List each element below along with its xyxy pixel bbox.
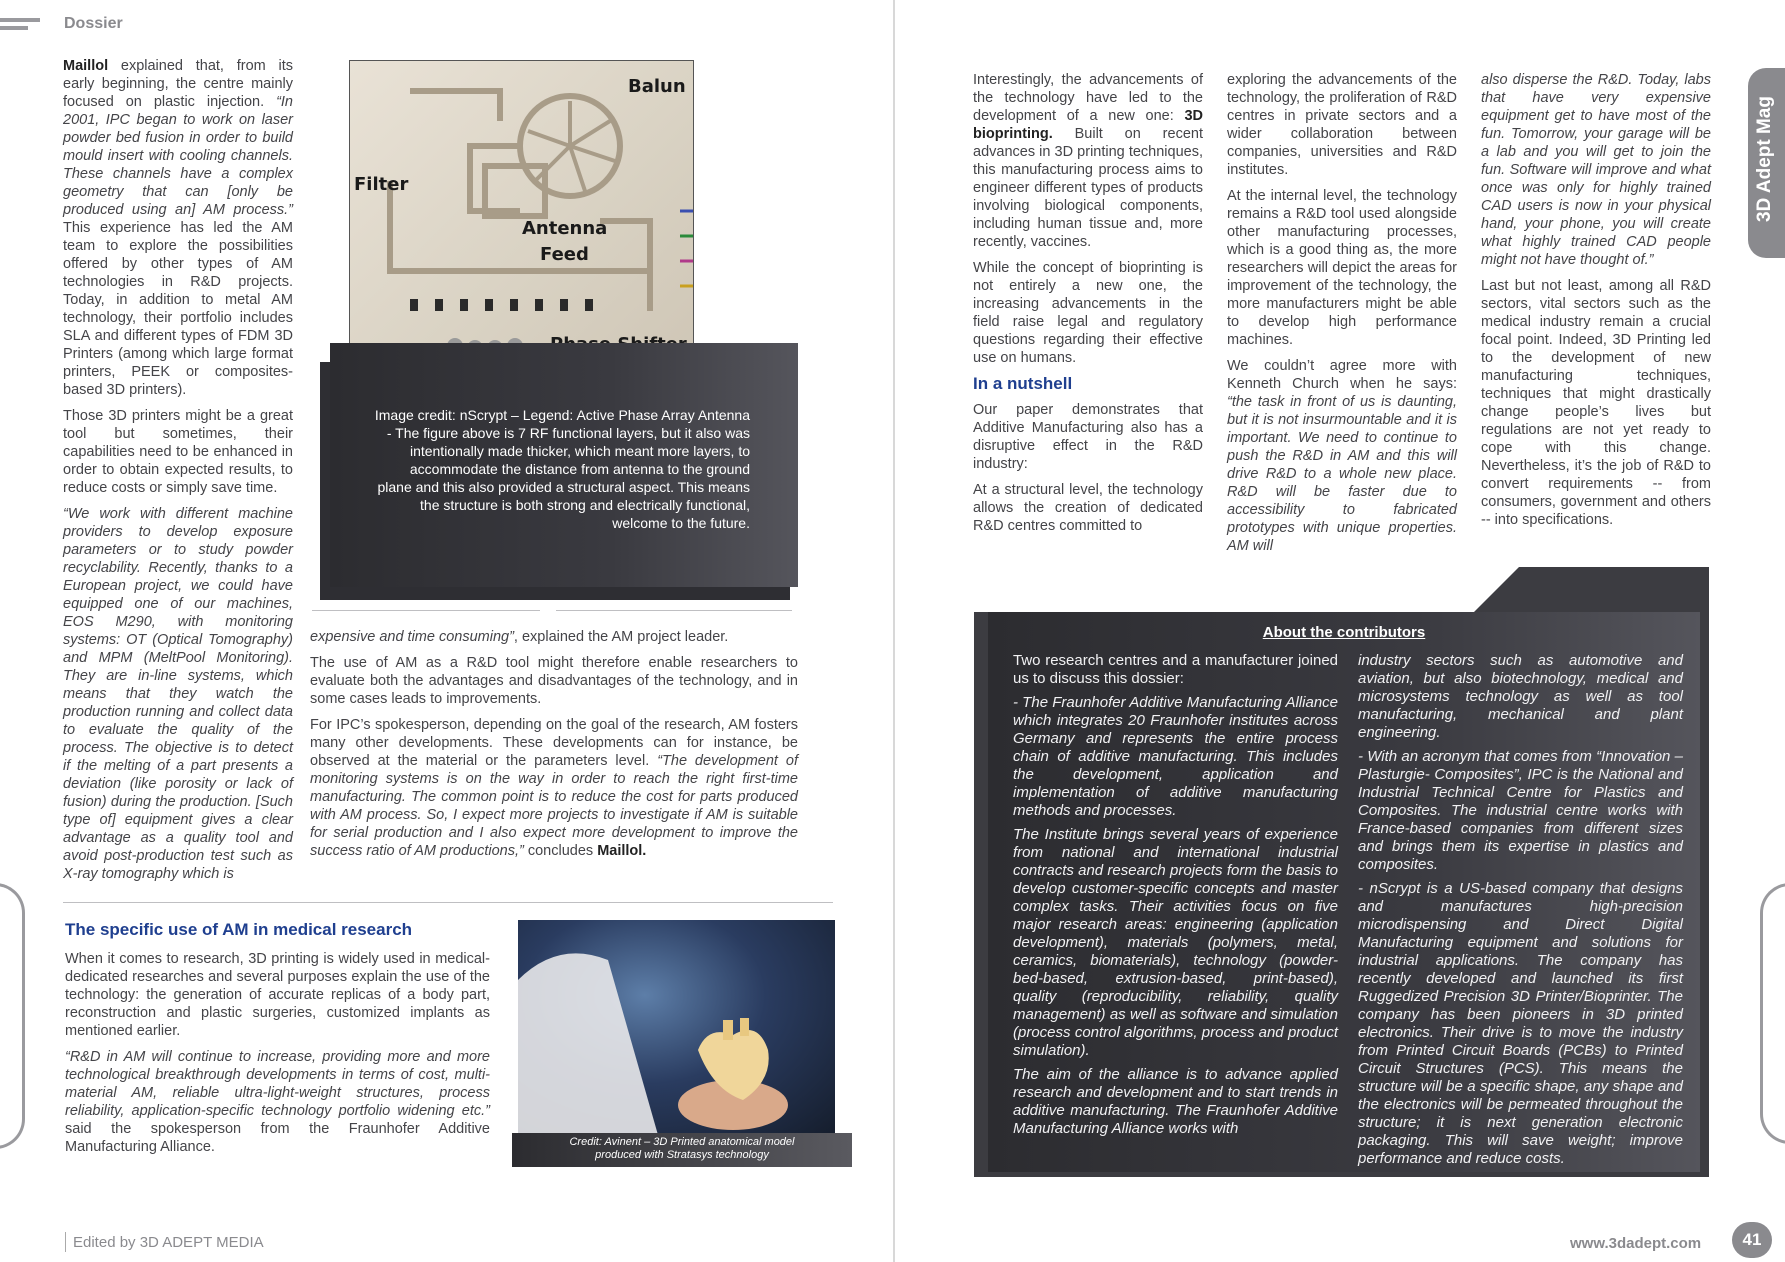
right-column-c: [1481, 71, 1711, 537]
caption-underline-2: [556, 610, 792, 611]
page-number-badge: [1732, 1222, 1772, 1258]
figure-caption: Image credit: nScrypt – Legend: Active Phase Array Antenna - The figure above is 7 RF functional layers, but it also was intentionally made thicker, which meant more layers, to accommodate the distance from antenna to the ground plane and this also provided a structural aspect. This means the structure is both strong and electrically functional, welcome to the future.: [374, 407, 750, 531]
photo-caption-box: [512, 1133, 852, 1167]
paragraph: exploring the advancements of the technology, the proliferation of R&D centres in private sectors and a wider collaboration between companies, universities and R&D institutes.: [1227, 72, 1457, 178]
footer-divider: [65, 1232, 66, 1252]
label-balun: Balun: [628, 76, 686, 97]
contributors-col-2: industry sectors such as automotive and aviation, but also biotechnology, medical and microsystems technology as well as tool manufacturing, mechanical and plant engineering. - With an acronym that comes from “Innovation – Plasturgie- Composites”, IPC is the National and Industrial Technical Centre for Plastics and Composites. The industrial centre works with France-based companies from different sizes and brings them its expertise in plastics and composites. - nScrypt is a US-based company that designs and manufactures high-precision microdispensing and Direct Digital Manufacturing equipment and solutions for industrial applications. The company has recently developed and launched its first Ruggedized Precision 3D Printer/Bioprinter. The company has been pioneers in 3D printed electronics. Their drive is to move the industry from Printed Circuit Boards (PCBs) to Printed Circuit Structures (PCS). This means the structure will be a specific shape, any shape and the electronics will be permeated throughout the structure; it is next generation electronic packaging. This will save weight; improve performance and reduce costs.: [1358, 652, 1683, 1167]
quote: “We work with different machine providers to develop exposure parameters or to study powder recyclability. Recently, thanks to a European project, we could have equipped one of our machines, EOS M290, with monitoring systems: OT (Optical Tomography) and MPM (MeltPool Monitoring). They are in-line systems, which means that they watch the production running and collect data to evaluate the quality of the process. The objective is to detect if the melting of a part presents a deviation (like porosity or lack of fusion) during the production. [Such type of] equipment gives a clear advantage as a quality tool and avoid post-production test such as X-ray tomography which is: [63, 506, 293, 882]
section-title: Dossier: [64, 15, 123, 32]
paragraph: At a structural level, the technology allows the creation of dedicated R&D centres committed to: [973, 482, 1203, 534]
left-column-1: Maillol explained that, from its early beginning, the centre mainly focused on plastic injection. “In 2001, IPC began to work on laser powder bed fusion in order to build mould insert with cooling channels. These channels have a complex geometry that can [only be produced using an] AM process.” This experience has led the AM team to explore the possibilities offered by other types of AM technologies in R&D projects. Today, in addition to metal AM technology, their portfolio includes SLA and different types of FDM 3D Printers (among which large format printers, PEEK or composites-based 3D printers). Those 3D printers might be a great tool but sometimes, their capabilities need to be enhanced in order to obtain expected results, to reduce costs or simply save time. “We work with different machine providers to develop exposure parameters or to study powder recyclability. Recently, thanks to a European project, we could have equipped one of our machines, EOS M290, with monitoring systems: OT (Optical Tomography) and MPM (MeltPool Monitoring). They are in-line systems, which means that they watch the production running and collect data to evaluate the quality of the process. The objective is to detect if the melting of a part presents a deviation (like porosity or lack of fusion) during the production. [Such type of] equipment gives a clear advantage as a quality tool and avoid post-production test such as X-ray tomography which is: [63, 58, 293, 882]
photo-caption: Credit: Avinent – 3D Printed anatomical model produced with Stratasys technology: [569, 1136, 795, 1161]
nutshell-heading: In a nutshell: [973, 374, 1073, 393]
left-column-2: expensive and time consuming”, explained the AM project leader. The use of AM as a R&D tool might therefore enable researchers to evaluate both the advantages and disadvantages of the technology, and in some cases leads to improvements. For IPC’s spokesperson, depending on the goal of the research, AM fosters many other developments. These developments can for instance, be observed at the material or the parameters level. “The development of monitoring systems is on the way in order to reach the right first-time manufacturing. The common point is to reduce the cost for parts produced with AM process. So, I expect more projects to investigate if AM is suitable for serial production and I also expect more development to improve the success ratio of AM productions,” concludes Maillol.: [310, 629, 798, 859]
header-bars: [0, 18, 40, 30]
heart-model-photo: [518, 920, 835, 1135]
quote: also disperse the R&D. Today, labs that have very expensive equipment get to have most of the fun. Tomorrow, your garage will be a lab and you will get to join the fun. Software will improve and what once was only for highly trained CAD users is now in your physical hand, your phone, you will create what highly trained CAD people might not have thought of.”: [1481, 72, 1711, 268]
caption-underline: [312, 610, 540, 611]
magazine-side-tab: [1748, 68, 1785, 258]
right-column-a: Interestingly, the advancements of the technology have led to the development of a new one: 3D bioprinting. Built on recent advances in 3D printing techniques, this manufacturing process aims to engineer different types of products involving biological components, including human tissue and, more recently, vaccines. While the concept of bioprinting is not entirely a new one, the increasing advancements in the field raise legal and regulatory questions regarding their effective use on humans. In a nutshell Our paper demonstrates that Additive Manufacturing also has a disruptive effect in the R&D industry: At a structural level, the technology allows the creation of dedicated R&D centres committed to: [973, 72, 1203, 534]
caption-box: [330, 343, 798, 587]
label-antenna: Antenna: [522, 218, 608, 239]
section-divider: [63, 902, 833, 903]
label-filter: Filter: [354, 174, 409, 195]
right-edge-tab: [1760, 883, 1785, 1144]
paragraph: Our paper demonstrates that Additive Manufacturing also has a disruptive effect in the R&D industry:: [973, 402, 1203, 472]
page-number: 41: [1742, 1230, 1762, 1249]
heart-drawing: [518, 920, 835, 1135]
page-spine: [893, 0, 895, 1262]
speaker-name: Maillol: [63, 58, 109, 74]
paragraph: While the concept of bioprinting is not entirely a new one, the increasing advancements in the field raise legal and regulatory questions regarding their effective use on humans.: [973, 260, 1203, 366]
medical-heading: The specific use of AM in medical research: [65, 920, 413, 939]
label-feed: Feed: [540, 244, 589, 265]
medical-column: When it comes to research, 3D printing is widely used in medical-dedicated researches and several purposes explain the use of the technology: the generation of accurate replicas of a body part, reconstruction and plastic surgeries, customized implants as mentioned earlier. “R&D in AM will continue to increase, providing more and more technological breakthrough developments in terms of cost, multi-material AM, reliable ultra-light-weight structures, process reliability, application-specific technology portfolio widening etc.” said the spokesperson from the Fraunhofer Additive Manufacturing Alliance.: [65, 951, 490, 1155]
contributors-col-1: Two research centres and a manufacturer joined us to discuss this dossier: - The Fraunhofer Additive Manufacturing Alliance which integrates 20 Fraunhofer institutes across Germany and represents the entire process chain of additive manufacturing. This includes the development, application and implementation of additive manufacturing methods and processes. The Institute brings several years of experience from national and international industrial contracts and research projects form the basis to develop customer-specific concepts and master complex tasks. Their activities focus on five major research areas: engineering (application development), materials (polymers, metal, ceramics, biomaterials), technology (powder-bed-based, extrusion-based, print-based), quality (reproducibility, reliability, quality management) as well as software and simulation (process control algorithms, process and product simulation). The aim of the alliance is to advance applied research and development and to start trends in additive manufacturing. The Fraunhofer Additive Manufacturing Alliance works with: [1013, 652, 1338, 1137]
right-column-b: exploring the advancements of the technology, the proliferation of R&D centres in private sectors and a wider collaboration between companies, universities and R&D institutes. At the internal level, the technology remains a R&D tool used alongside other manufacturing processes, which is a good thing as, the more researchers will depict the areas for improvement of the technology, the more manufacturers might be able to develop high performance machines. We couldn’t agree more with Kenneth Church when he says: “the task in front of us is daunting, but it is not insurmountable and it is important. We need to continue to push the R&D in AM and this will drive R&D to a whole new place. R&D will be faster due to accessibility to fabricated prototypes with unique properties. AM will: [1227, 72, 1457, 554]
left-edge-tab: [0, 883, 25, 1149]
side-tab-label: 3D Adept Mag: [1754, 96, 1775, 222]
contributors-title: About the contributors: [1262, 624, 1426, 641]
pcb-antenna-photo: [349, 60, 694, 367]
footer-url[interactable]: www.3dadept.com: [1570, 1235, 1702, 1252]
footer-credit: Edited by 3D ADEPT MEDIA: [73, 1234, 264, 1251]
contributors-box: [988, 612, 1700, 1172]
paragraph: Those 3D printers might be a great tool but sometimes, their capabilities need to be enhanced in order to obtain expected results, to reduce costs or simply save time.: [63, 408, 293, 496]
paragraph: The use of AM as a R&D tool might therefore enable researchers to evaluate both the advantages and disadvantages of the technology, and in some cases leads to improvements.: [310, 655, 798, 707]
paragraph: When it comes to research, 3D printing is widely used in medical-dedicated researches and several purposes explain the use of the technology: the generation of accurate replicas of a body part, reconstruction and plastic surgeries, customized implants as mentioned earlier.: [65, 951, 490, 1039]
paragraph: Last but not least, among all R&D sectors, vital sectors such as the medical industry remain a crucial focal point. Indeed, 3D Printing led to the development of new manufacturing techniques, techniques that might drastically change people’s lives but regulations are not yet ready to cope with this change. Nevertheless, it’s the job of R&D to convert requirements -- from consumers, government and others -- into specifications.: [1481, 278, 1711, 528]
circuit-drawing: [350, 61, 693, 366]
paragraph: At the internal level, the technology remains a R&D tool used alongside other manufacturing processes, which is a good thing as, the more researchers will depict the areas for improvement of the technology, the more manufacturers might be able to develop high performance machines.: [1227, 188, 1457, 348]
